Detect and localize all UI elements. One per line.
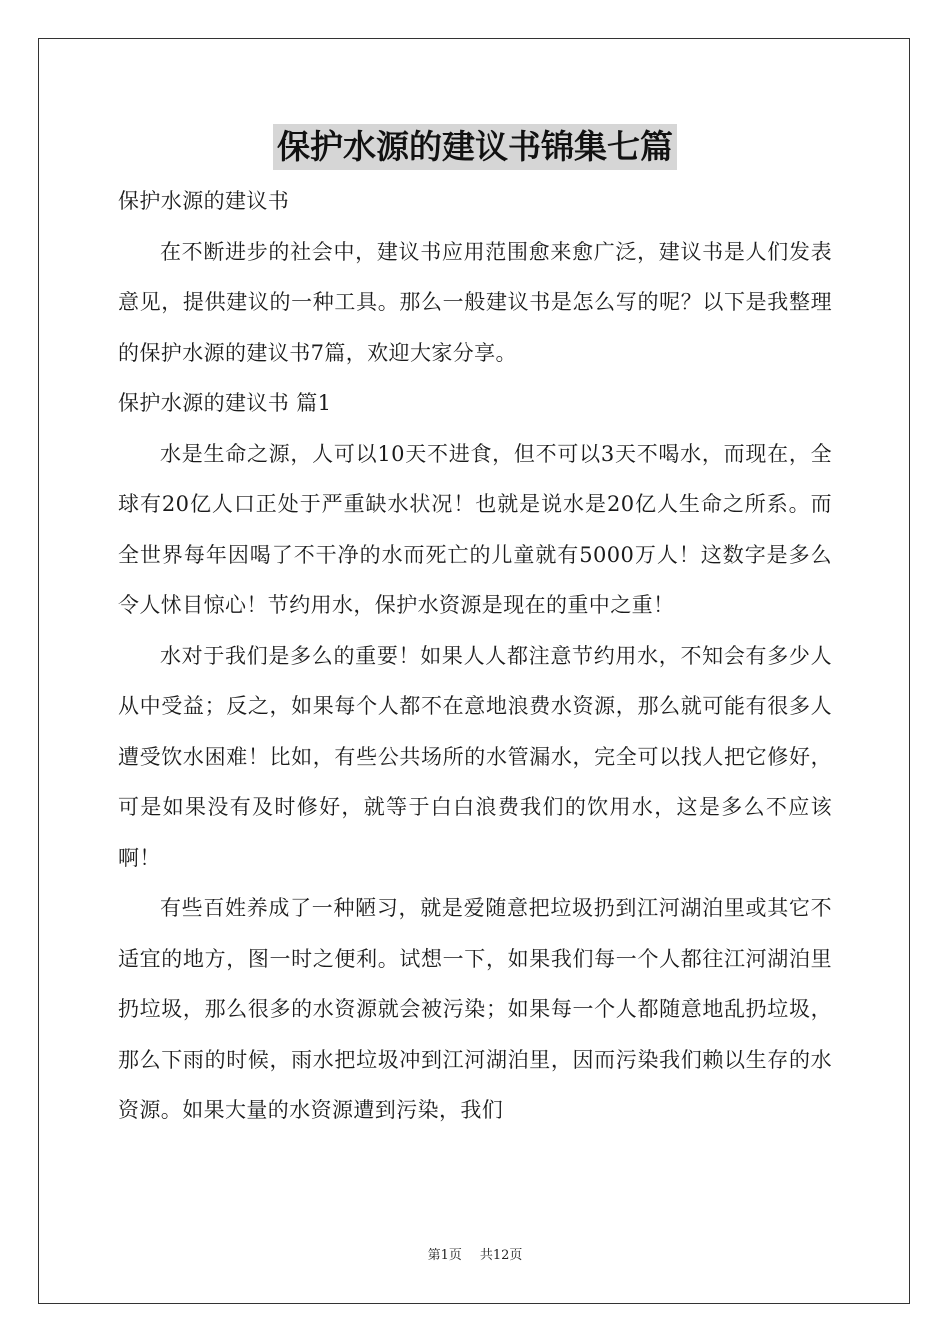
document-title: 保护水源的建议书锦集七篇	[273, 124, 677, 170]
page-number-total: 共12页	[479, 1248, 523, 1263]
paragraph-0: 保护水源的建议书	[118, 189, 290, 213]
paragraph-4: 水对于我们是多么的重要！如果人人都注意节约用水，不知会有多少人从中受益；反之，如果每个人都不在意地浪费水资源，那么就可能有很多人遭受饮水困难！比如，有些公共场所的水管漏水，完全可以找人把它修好，可是如果没有及时修好，就等于白白浪费我们的饮用水，这是多么不应该啊！	[118, 643, 832, 870]
paragraph-3: 水是生命之源，人可以10天不进食，但不可以3天不喝水，而现在，全球有20亿人口正处于严重缺水状况！也就是说水是20亿人生命之所系。而全世界每年因喝了不干净的水而死亡的儿童就有5000万人！这数字是多么令人怵目惊心！节约用水，保护水资源是现在的重中之重！	[118, 441, 832, 617]
paragraph-5: 有些百姓养成了一种陋习，就是爱随意把垃圾扔到江河湖泊里或其它不适宜的地方，图一时之便利。试想一下，如果我们每一个人都往江河湖泊里扔垃圾，那么很多的水资源就会被污染；如果每一个人都随意地乱扔垃圾，那么下雨的时候，雨水把垃圾冲到江河湖泊里，因而污染我们赖以生存的水资源。如果大量的水资源遭到污染，我们	[118, 896, 832, 1122]
page-footer	[0, 1247, 950, 1265]
title-container	[0, 124, 950, 170]
paragraph-1: 在不断进步的社会中，建议书应用范围愈来愈广泛，建议书是人们发表意见，提供建议的一种工具。那么一般建议书是怎么写的呢？以下是我整理的保护水源的建议书7篇，欢迎大家分享。	[118, 239, 832, 365]
document-body	[118, 176, 832, 1136]
page-number-current: 第1页	[427, 1248, 462, 1263]
paragraph-2: 保护水源的建议书 篇1	[118, 391, 332, 415]
